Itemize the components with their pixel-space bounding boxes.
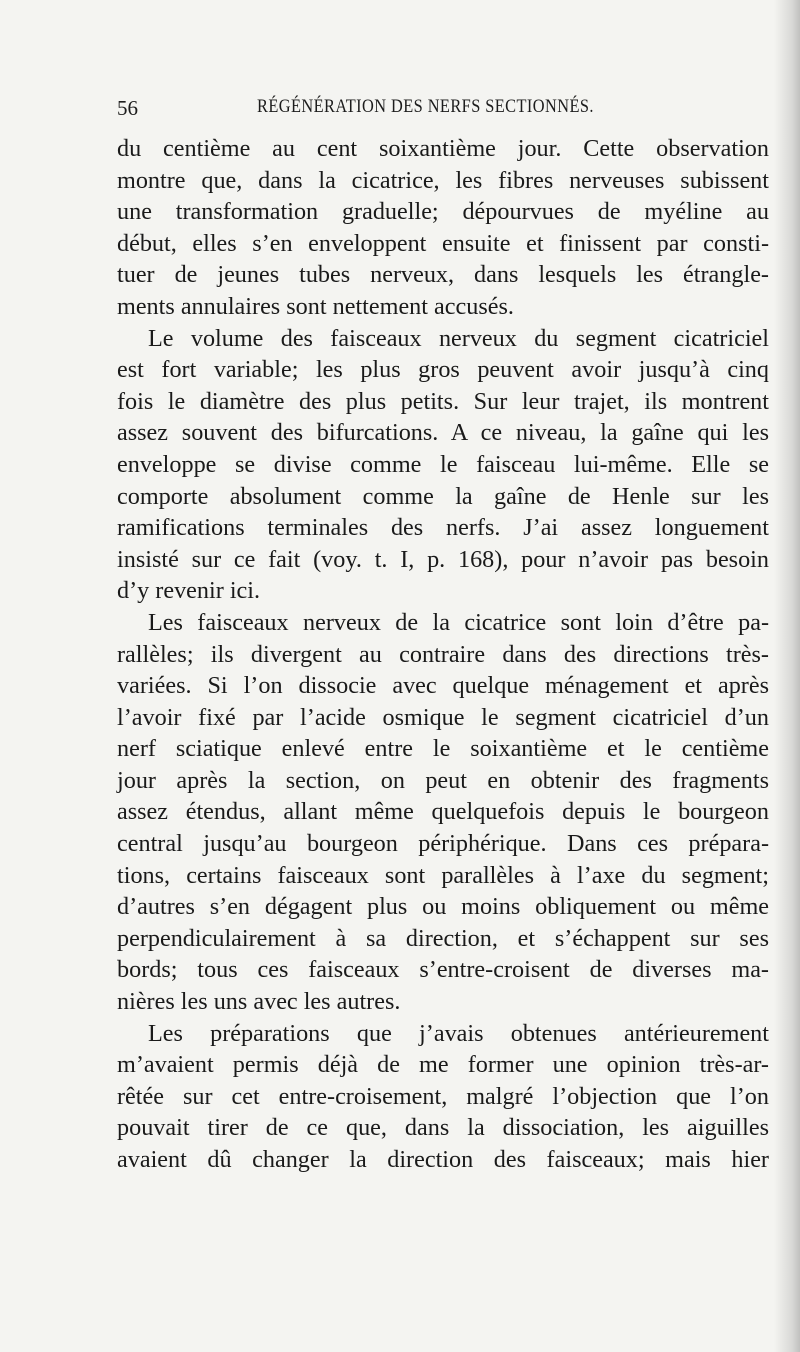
text-line: m’avaient permis déjà de me former une opinion très-ar- [117,1051,769,1079]
text-line: ments annulaires sont nettement accusés. [117,292,514,320]
text-line: nières les uns avec les autres. [117,988,401,1016]
text-line: début, elles s’en enveloppent ensuite et finissent par consti- [117,229,769,257]
text-line: assez souvent des bifurcations. A ce niveau, la gaîne qui les [117,419,769,447]
text-line: d’y revenir ici. [117,577,261,605]
text-line: Les faisceaux nerveux de la cicatrice sont loin d’être pa- [148,608,769,636]
text-line: perpendiculairement à sa direction, et s’échappent sur ses [117,924,769,952]
text-line: ramifications terminales des nerfs. J’ai assez longuement [117,514,769,542]
text-line: Les préparations que j’avais obtenues antérieurement [148,1019,769,1047]
text-line: une transformation graduelle; dépourvues de myéline au [117,198,769,226]
text-line: Le volume des faisceaux nerveux du segment cicatriciel [148,324,769,352]
text-line: montre que, dans la cicatrice, les fibres nerveuses subissent [117,166,769,194]
running-header [117,94,757,124]
running-title: RÉGÉNÉRATION DES NERFS SECTIONNÉS. [257,96,594,117]
text-line: pouvait tirer de ce que, dans la dissociation, les aiguilles [117,1114,769,1142]
page-number: 56 [117,96,138,120]
text-line: tions, certains faisceaux sont parallèles à l’axe du segment; [117,861,769,889]
text-line: l’avoir fixé par l’acide osmique le segment cicatriciel d’un [117,703,769,731]
text-line: insisté sur ce fait (voy. t. I, p. 168), pour n’avoir pas besoin [117,545,769,573]
text-line: central jusqu’au bourgeon périphérique. Dans ces prépara- [117,830,769,858]
text-line: comporte absolument comme la gaîne de Henle sur les [117,482,769,510]
text-line: enveloppe se divise comme le faisceau lui-même. Elle se [117,450,769,478]
text-line: bords; tous ces faisceaux s’entre-croisent de diverses ma- [117,956,769,984]
text-line: rêtée sur cet entre-croisement, malgré l’objection que l’on [117,1082,769,1110]
text-line: jour après la section, on peut en obtenir des fragments [117,766,769,794]
body-text [117,133,769,1176]
text-line: tuer de jeunes tubes nerveux, dans lesquels les étrangle- [117,261,769,289]
text-line: du centième au cent soixantième jour. Cette observation [117,135,769,162]
text-line: est fort variable; les plus gros peuvent avoir jusqu’à cinq [117,356,769,384]
text-line: avaient dû changer la direction des faisceaux; mais hier [117,1146,769,1173]
text-line: variées. Si l’on dissocie avec quelque ménagement et après [117,672,769,700]
text-line: assez étendus, allant même quelquefois depuis le bourgeon [117,798,769,826]
text-line: nerf sciatique enlevé entre le soixantième et le centième [117,735,769,763]
page-edge-shadow [774,0,800,1352]
text-line: rallèles; ils divergent au contraire dans des directions très- [117,640,769,668]
text-line: d’autres s’en dégagent plus ou moins obliquement ou même [117,893,769,921]
text-line: fois le diamètre des plus petits. Sur leur trajet, ils montrent [117,387,769,415]
